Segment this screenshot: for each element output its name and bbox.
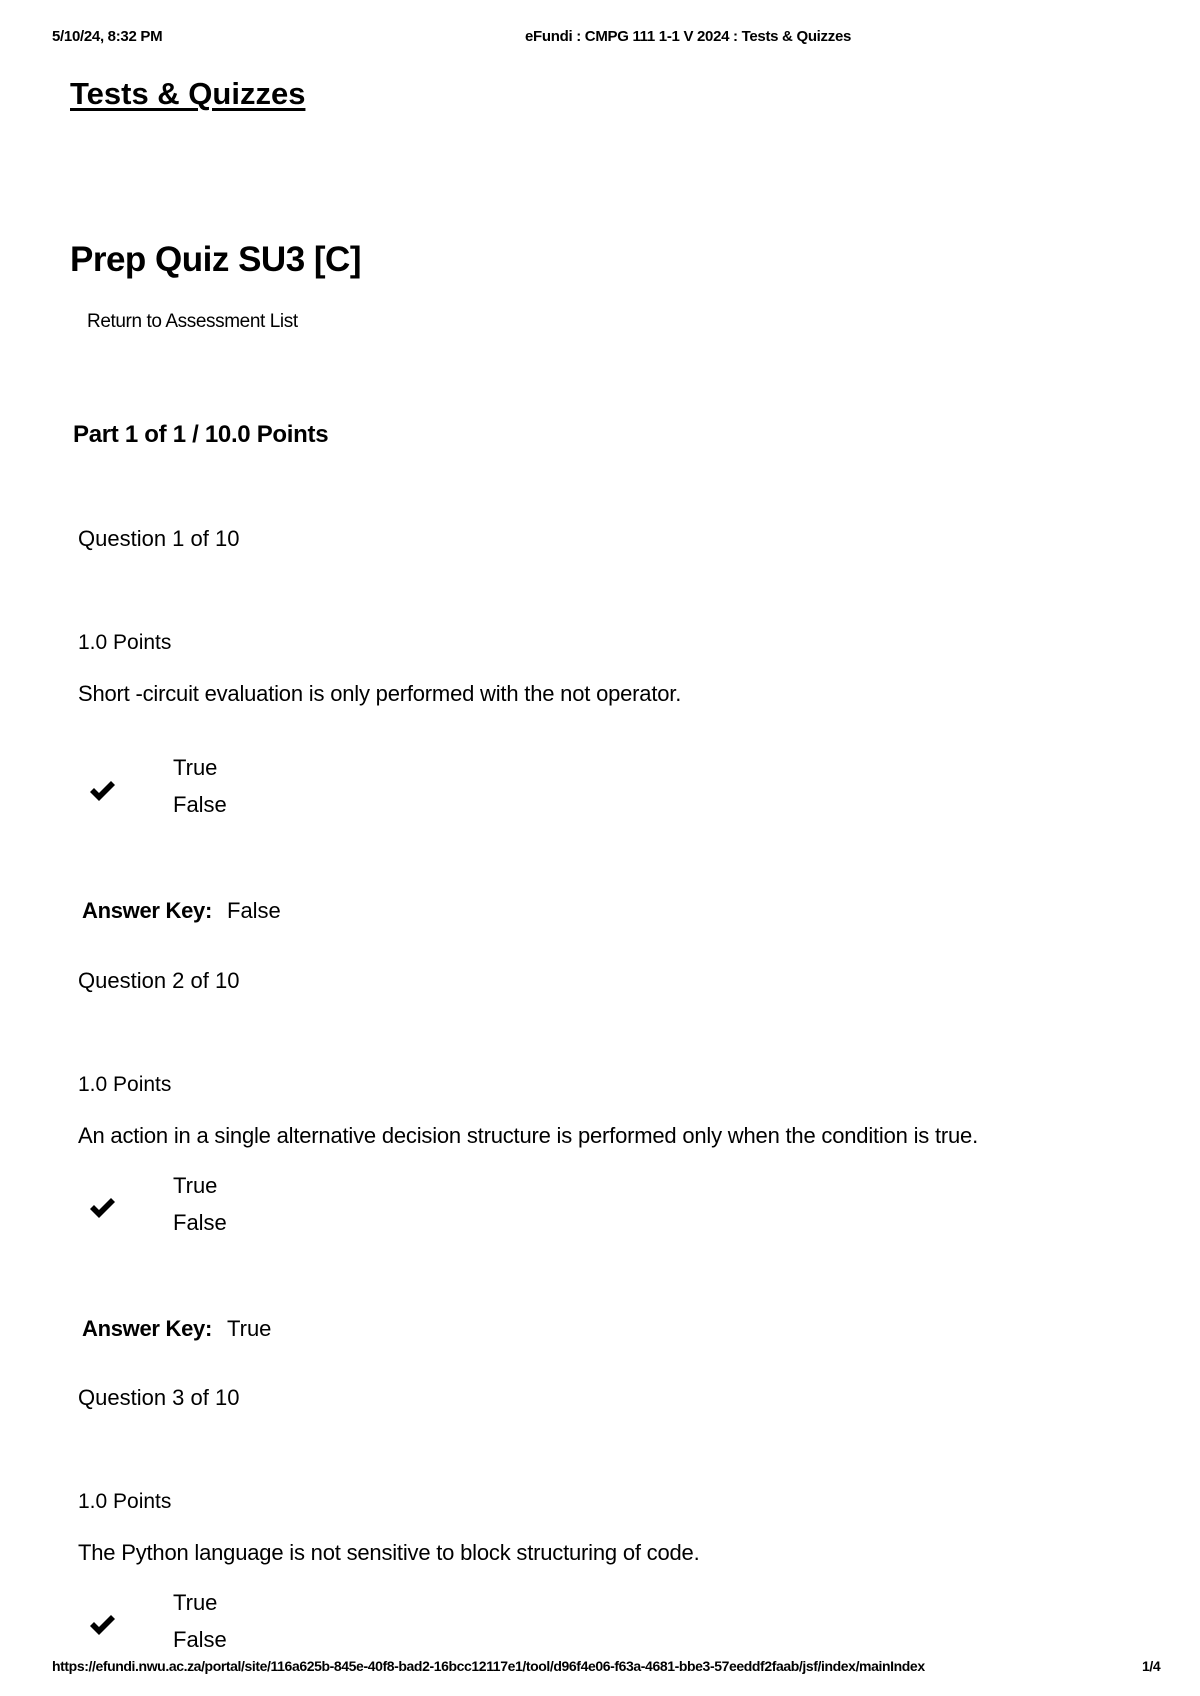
question-3-number: Question 3 of 10 [78, 1385, 240, 1410]
question-1-answer-key-label: Answer Key: [82, 898, 212, 923]
part-heading: Part 1 of 1 / 10.0 Points [73, 421, 329, 448]
print-url: https://efundi.nwu.ac.za/portal/site/116a625b-845e-40f8-bad2-16bcc12117e1/tool/d96f4e06-f63a-4681-bbe3-57eeddf2faab/jsf/index/mainIndex [52, 1658, 925, 1674]
question-3-option-true[interactable]: True [173, 1590, 218, 1615]
checkmark-icon [88, 1196, 116, 1220]
return-to-assessment-list-link[interactable]: Return to Assessment List [87, 311, 298, 332]
question-2-option-false[interactable]: False [173, 1210, 227, 1235]
question-2-text: An action in a single alternative decision structure is performed only when the condition is true. [78, 1123, 979, 1148]
question-1-option-false[interactable]: False [173, 792, 227, 817]
question-2-option-true[interactable]: True [173, 1173, 218, 1198]
print-date: 5/10/24, 8:32 PM [52, 28, 163, 45]
print-page-title: eFundi : CMPG 111 1-1 V 2024 : Tests & Quizzes [525, 28, 852, 45]
question-2-answer-key-label: Answer Key: [82, 1316, 212, 1341]
question-2-number: Question 2 of 10 [78, 968, 240, 993]
print-page-number: 1/4 [1142, 1658, 1161, 1674]
quiz-title: Prep Quiz SU3 [C] [70, 240, 361, 279]
question-2-answer-key-value: True [227, 1316, 272, 1341]
question-1-option-true[interactable]: True [173, 755, 218, 780]
question-3-points: 1.0 Points [78, 1490, 172, 1513]
question-2-points: 1.0 Points [78, 1073, 172, 1096]
question-1-points: 1.0 Points [78, 631, 172, 654]
question-3-option-false[interactable]: False [173, 1627, 227, 1652]
tool-title[interactable]: Tests & Quizzes [70, 76, 306, 111]
question-1-answer-key-value: False [227, 898, 281, 923]
question-1-number: Question 1 of 10 [78, 526, 240, 551]
checkmark-icon [88, 1613, 116, 1637]
checkmark-icon [88, 779, 116, 803]
question-1-text: Short -circuit evaluation is only performed with the not operator. [78, 681, 682, 706]
question-3-text: The Python language is not sensitive to block structuring of code. [78, 1540, 700, 1565]
